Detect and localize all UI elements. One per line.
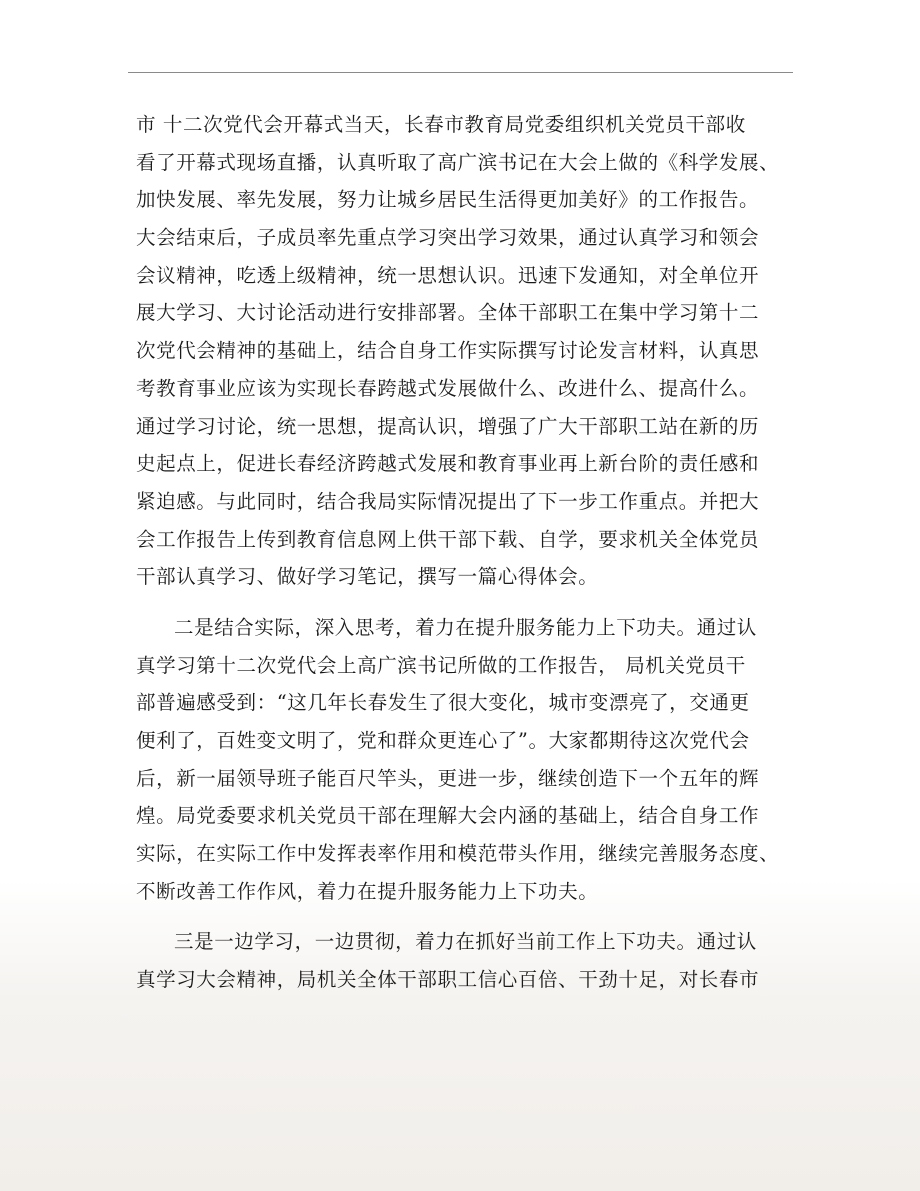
text-line: 看了开幕式现场直播，认真听取了高广滨书记在大会上做的《科学发展、 — [136, 150, 780, 174]
text-line: 不断改善工作作风，着力在提升服务能力上下功夫。 — [136, 879, 599, 903]
paragraph-2 — [136, 609, 796, 911]
text-line: 干部认真学习、做好学习笔记，撰写一篇心得体会。 — [136, 565, 599, 589]
text-line: 部普遍感受到：“这几年长春发生了很大变化，城市变漂亮了，交通更 — [136, 691, 750, 715]
text-line: 实际，在实际工作中发挥表率作用和模范带头作用，继续完善服务态度、 — [136, 842, 780, 866]
text-line: 三是一边学习，一边贯彻，着力在抓好当前工作上下功夫。通过认 — [174, 930, 757, 954]
text-line: 考教育事业应该为实现长春跨越式发展做什么、改进什么、提高什么。 — [136, 376, 760, 400]
text-line: 真学习大会精神，局机关全体干部职工信心百倍、干劲十足，对长春市 — [136, 968, 760, 992]
header-rule — [128, 72, 793, 73]
text-line: 紧迫感。与此同时，结合我局实际情况提出了下一步工作重点。并把大 — [136, 489, 760, 513]
text-line: 后，新一届领导班子能百尺竿头，更进一步，继续创造下一个五年的辉 — [136, 766, 760, 790]
text-line: 史起点上，促进长春经济跨越式发展和教育事业再上新台阶的责任感和 — [136, 452, 760, 476]
text-line: 煌。局党委要求机关党员干部在理解大会内涵的基础上，结合自身工作 — [136, 804, 760, 828]
paragraph-1 — [136, 106, 796, 596]
text-line: 展大学习、大讨论活动进行安排部署。全体干部职工在集中学习第十二 — [136, 301, 760, 325]
text-line: 市 十二次党代会开幕式当天，长春市教育局党委组织机关党员干部收 — [136, 113, 746, 136]
document-body — [136, 106, 796, 1012]
text-line: 会工作报告上传到教育信息网上供干部下载、自学，要求机关全体党员 — [136, 527, 760, 551]
text-line: 加快发展、率先发展，努力让城乡居民生活得更加美好》的工作报告。 — [136, 188, 760, 212]
text-line: 会议精神，吃透上级精神，统一思想认识。迅速下发通知，对全单位开 — [136, 263, 760, 287]
text-line: 二是结合实际，深入思考，着力在提升服务能力上下功夫。通过认 — [174, 615, 757, 639]
text-line: 次党代会精神的基础上，结合自身工作实际撰写讨论发言材料，认真思 — [136, 339, 760, 363]
text-line: 真学习第十二次党代会上高广滨书记所做的工作报告， 局机关党员干 — [136, 653, 746, 677]
text-line: 便利了，百姓变文明了，党和群众更连心了”。大家都期待这次党代会 — [136, 729, 750, 752]
paragraph-3 — [136, 923, 796, 998]
text-line: 通过学习讨论，统一思想，提高认识，增强了广大干部职工站在新的历 — [136, 414, 760, 438]
text-line: 大会结束后，子成员率先重点学习突出学习效果，通过认真学习和领会 — [136, 226, 760, 250]
